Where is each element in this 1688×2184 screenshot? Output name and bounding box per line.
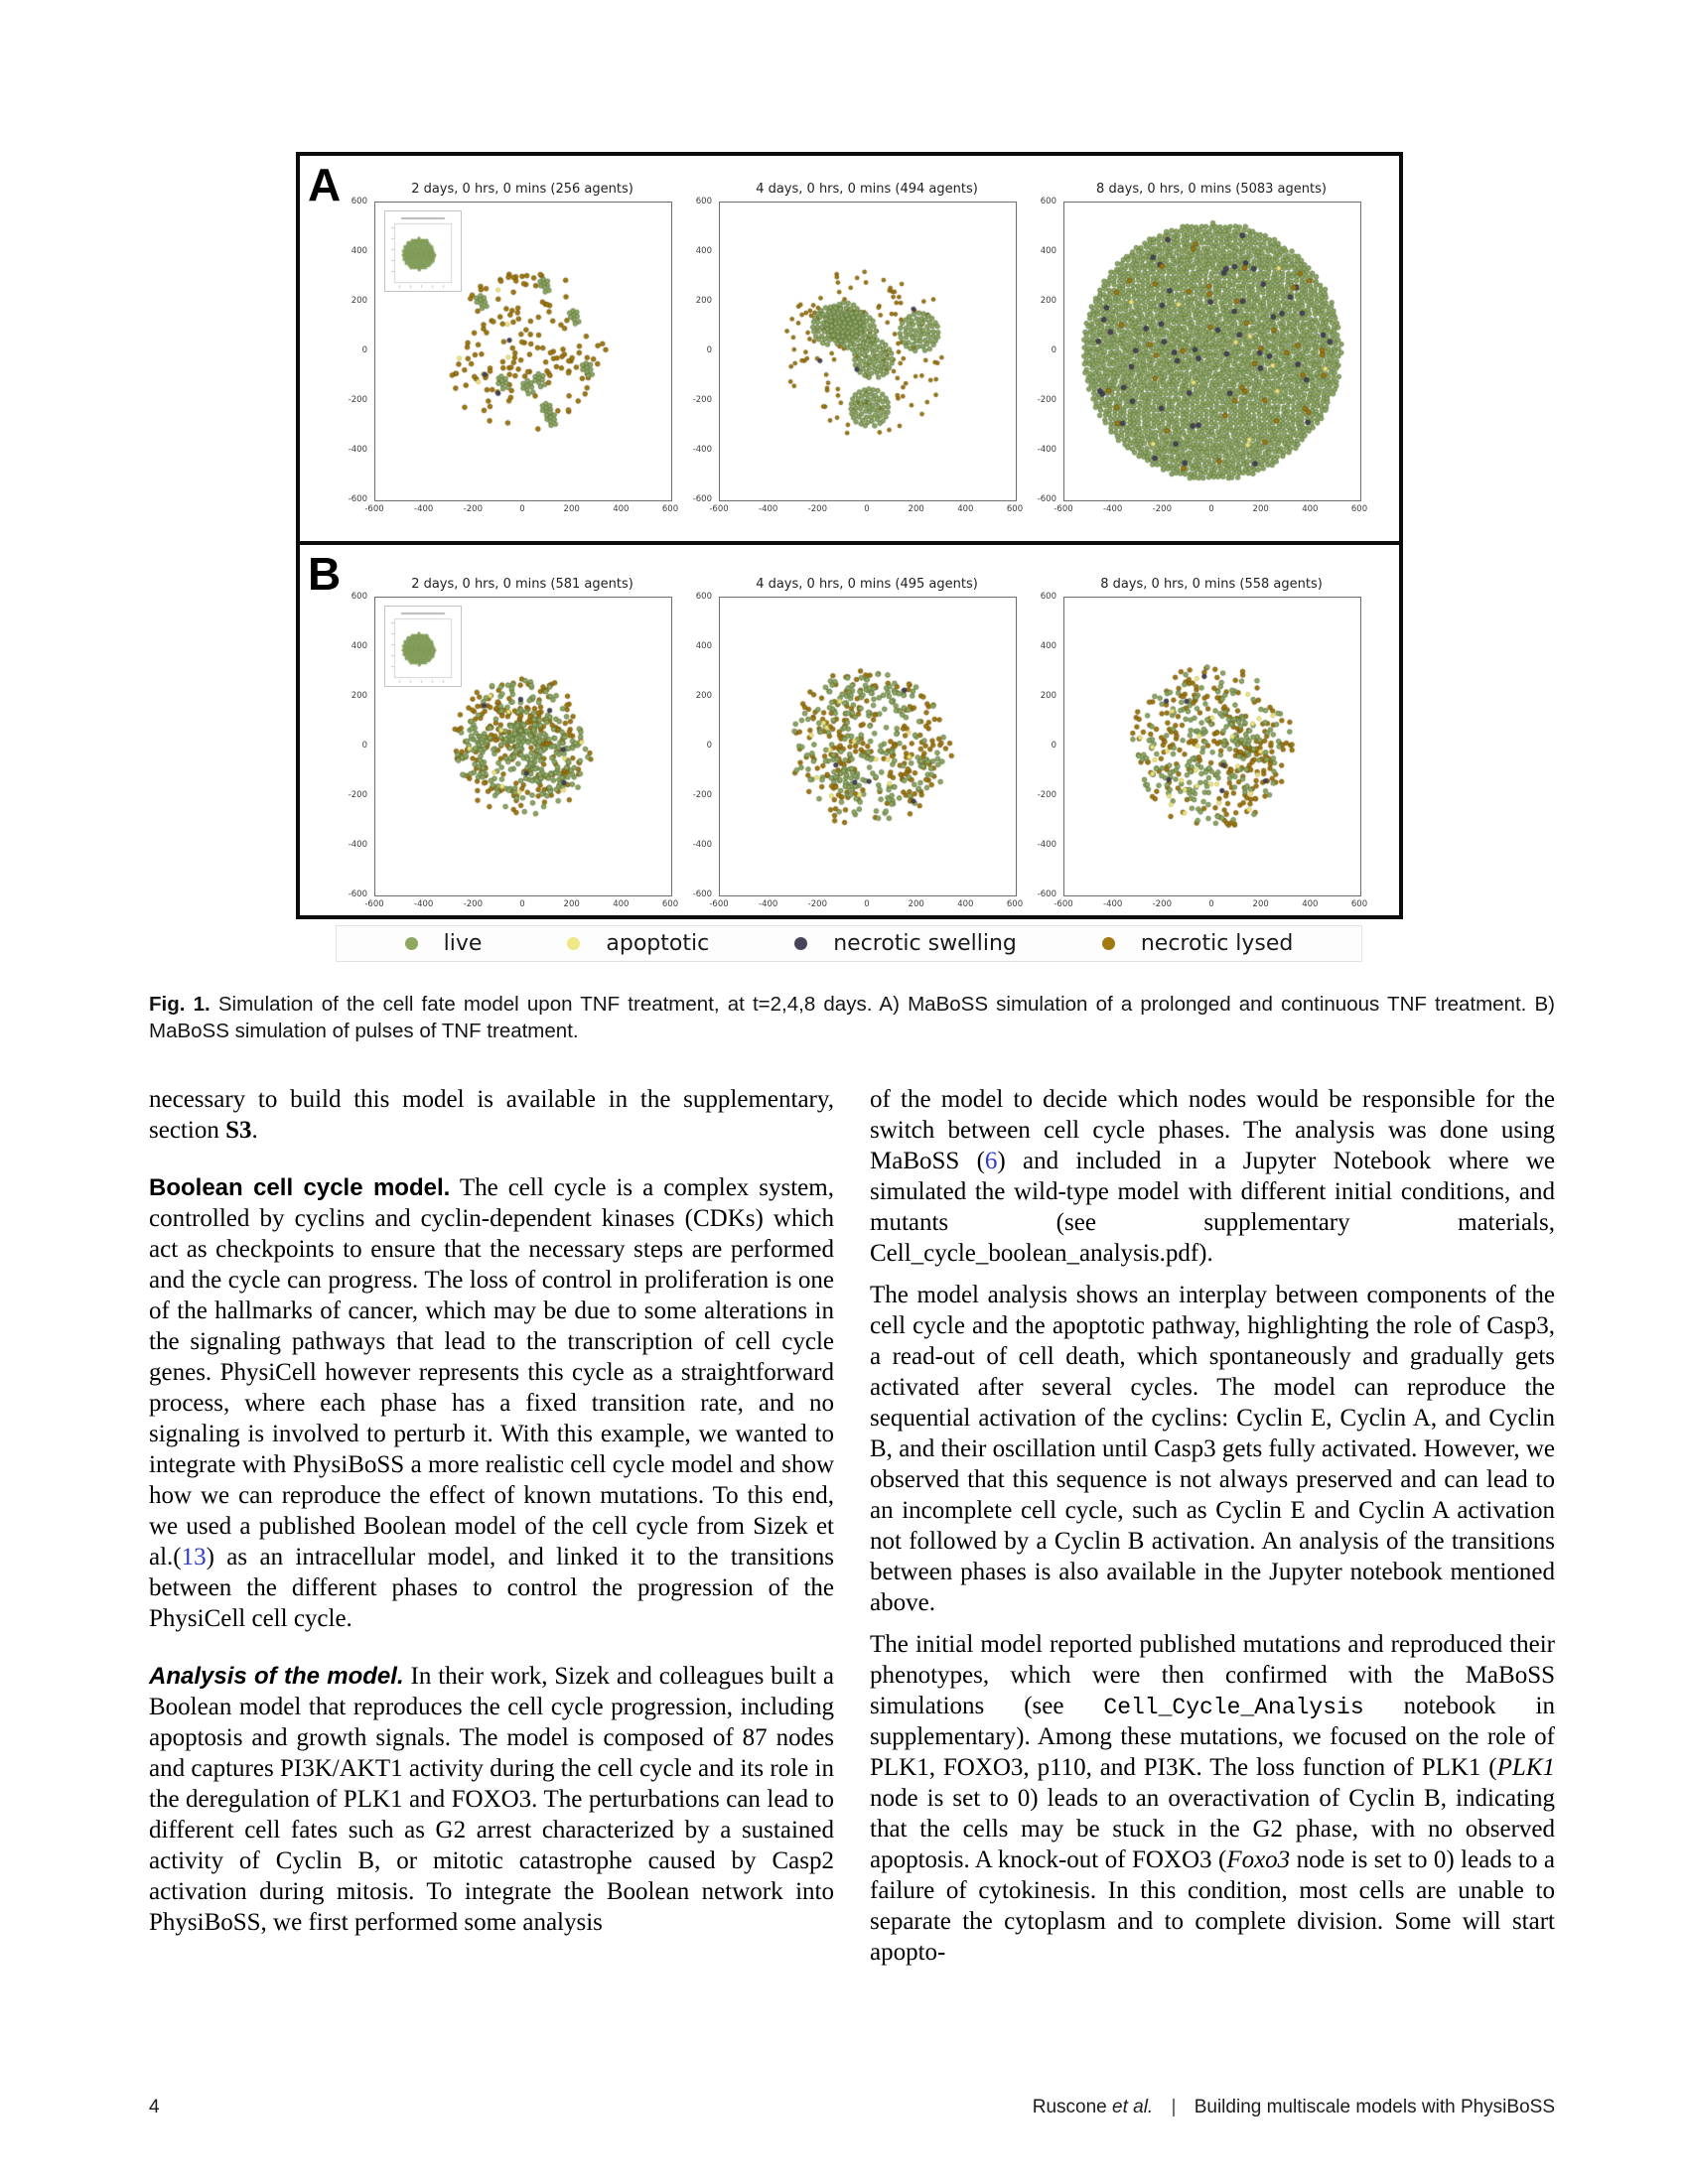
text-segment: necessary to build this model is available in the supplementary, section: [149, 1086, 834, 1144]
y-tick-label: 400: [351, 641, 367, 651]
y-tick-label: 400: [1040, 641, 1056, 651]
subplot-a2: [687, 182, 1024, 514]
x-tick-label: 0: [864, 899, 870, 909]
x-axis-ticks: [364, 501, 679, 515]
panel-a-subplots: [300, 156, 1399, 514]
subplot-a3: [1032, 182, 1368, 514]
legend-label-live: live: [443, 931, 483, 956]
subplot-b1-title: 2 days, 0 hrs, 0 mins (581 agents): [411, 577, 633, 592]
x-tick-label: -200: [807, 504, 827, 514]
y-tick-label: -400: [348, 445, 367, 455]
x-tick-label: -400: [414, 899, 434, 909]
x-tick-label: -600: [364, 504, 384, 514]
y-tick-label: -600: [348, 494, 367, 504]
subplot-a1-plot: [348, 197, 679, 514]
y-tick-label: -600: [1037, 889, 1056, 899]
x-tick-label: 200: [908, 899, 924, 909]
paragraph-boolean-cell-cycle-model: [149, 1172, 834, 1634]
x-tick-label: 0: [1208, 504, 1214, 514]
subplot-b3-title: 8 days, 0 hrs, 0 mins (558 agents): [1100, 577, 1323, 592]
y-tick-label: 200: [351, 296, 367, 306]
text-segment: In their work, Sizek and colleagues built a Boolean model that reproduces the cell cycle progression, including apoptosis and growth signals. The model is composed of 87 nodes and captures PI3K/AKT1 activity during the cell cycle and its role in the deregulation of PLK1 and FOXO3. The perturbations can lead to different cell fates such as G2 arrest characterized by a sustained activity of Cyclin B, or mitotic catastrophe caused by Casp2 activation during mitosis. To integrate the Boolean network into PhysiBoSS, we first performed some analysis: [149, 1663, 834, 1936]
citation-link[interactable]: 13: [181, 1544, 207, 1570]
x-tick-label: 400: [613, 899, 630, 909]
text-segment: node is set to 0) leads to an overactivation of Cyclin B, indicating that the cells may be stuck in the G2 phase, with no observed apoptosis. A knock-out of FOXO3 (: [870, 1785, 1555, 1873]
y-tick-label: 200: [695, 691, 712, 701]
citation-link[interactable]: 6: [984, 1148, 998, 1174]
y-tick-label: -400: [692, 840, 712, 850]
text-segment: Analysis of the model.: [149, 1663, 404, 1690]
y-tick-label: -200: [348, 395, 367, 405]
y-tick-label: -600: [692, 494, 712, 504]
y-tick-label: -200: [692, 790, 712, 800]
scatter-canvas-a3: [1063, 202, 1361, 501]
figure-panel-b: [300, 545, 1399, 915]
y-tick-label: 400: [351, 246, 367, 256]
subplot-b1: [343, 577, 679, 909]
x-tick-label: 200: [563, 899, 580, 909]
paragraph: [870, 1629, 1555, 1968]
subplot-b3: [1032, 577, 1368, 909]
subplot-b2: [687, 577, 1024, 909]
legend-label-necrotic-swelling: necrotic swelling: [833, 931, 1017, 956]
x-tick-label: -400: [759, 504, 778, 514]
x-tick-label: -200: [463, 899, 483, 909]
y-tick-label: -400: [1037, 840, 1056, 850]
x-tick-label: 400: [1302, 504, 1319, 514]
y-tick-label: 0: [706, 741, 712, 751]
subplot-b3-plot: [1037, 592, 1368, 909]
x-tick-label: -200: [1152, 899, 1172, 909]
footer-separator-icon: |: [1171, 2097, 1177, 2117]
text-segment: .: [251, 1117, 258, 1144]
footer-etal: et al.: [1112, 2097, 1154, 2117]
scatter-canvas-b3: [1063, 597, 1361, 896]
x-tick-label: 600: [1350, 504, 1368, 514]
x-tick-label: -400: [414, 504, 434, 514]
live-swatch-icon: [405, 937, 418, 950]
x-tick-label: 600: [1350, 899, 1368, 909]
x-tick-label: -200: [1152, 504, 1172, 514]
footer-journal-title: Building multiscale models with PhysiBoSS: [1194, 2097, 1555, 2117]
text-segment: Fig. 1.: [149, 993, 211, 1016]
apoptotic-swatch-icon: [567, 937, 580, 950]
legend-item-necrotic-lysed: [1102, 931, 1294, 956]
panel-b-subplots: [300, 545, 1399, 909]
legend-label-apoptotic: apoptotic: [606, 931, 710, 956]
x-tick-label: 0: [519, 899, 525, 909]
legend-label-necrotic-lysed: necrotic lysed: [1140, 931, 1294, 956]
y-tick-label: 400: [695, 641, 712, 651]
subplot-a2-title: 4 days, 0 hrs, 0 mins (494 agents): [756, 182, 978, 197]
y-axis-ticks: [1031, 592, 1059, 899]
x-axis-ticks: [1054, 501, 1368, 515]
text-segment: of the model to decide which nodes would be responsible for the switch between cell cycle phases. The analysis was done using MaBoSS (: [870, 1086, 1555, 1174]
x-axis-ticks: [1054, 896, 1368, 910]
paragraph: [870, 1084, 1555, 1269]
necrotic-swelling-swatch-icon: [794, 937, 807, 950]
panel-a-label: A: [308, 159, 342, 210]
text-segment: node is set to 0) leads to a failure of cytokinesis. In this condition, most cells are unable to separate the cytoplasm and to complete division. Some will start apopto-: [870, 1846, 1555, 1966]
text-segment: ) as an intracellular model, and linked it to the transitions between the different phases to control the progression of the PhysiCell cell cycle.: [149, 1544, 834, 1632]
x-tick-label: 0: [864, 504, 870, 514]
figure-1: [296, 152, 1403, 919]
x-tick-label: 600: [661, 504, 679, 514]
x-tick-label: 600: [1006, 899, 1024, 909]
x-tick-label: 600: [1006, 504, 1024, 514]
scatter-canvas-b2: [719, 597, 1017, 896]
x-tick-label: 0: [519, 504, 525, 514]
text-segment: Foxo3: [1226, 1846, 1291, 1873]
legend-item-apoptotic: [567, 931, 709, 956]
x-tick-label: 600: [661, 899, 679, 909]
y-tick-label: 200: [351, 691, 367, 701]
body-column-right: [870, 1084, 1555, 1979]
inset-plot: [384, 210, 462, 292]
paragraph: [149, 1084, 834, 1146]
y-tick-label: 0: [361, 741, 367, 751]
y-tick-label: 0: [1051, 345, 1056, 355]
y-tick-label: -600: [692, 889, 712, 899]
y-axis-ticks: [342, 197, 370, 504]
y-tick-label: 400: [1040, 246, 1056, 256]
y-tick-label: 200: [1040, 691, 1056, 701]
figure-caption: [149, 992, 1555, 1044]
y-tick-label: 0: [706, 345, 712, 355]
x-tick-label: -200: [463, 504, 483, 514]
x-tick-label: 0: [1208, 899, 1214, 909]
text-segment: Simulation of the cell fate model upon TNF treatment, at t=2,4,8 days. A) MaBoSS simulation of a prolonged and continuous TNF treatment. B) MaBoSS simulation of pulses of TNF treatment.: [149, 993, 1556, 1042]
text-segment: The initial model reported published mutations and reproduced their phenotypes, which were then confirmed with the MaBoSS simulations (see: [870, 1631, 1555, 1719]
y-tick-label: 600: [1040, 592, 1056, 602]
x-axis-ticks: [364, 896, 679, 910]
x-tick-label: 200: [1252, 899, 1269, 909]
x-axis-ticks: [709, 501, 1024, 515]
subplot-a1-title: 2 days, 0 hrs, 0 mins (256 agents): [411, 182, 633, 197]
subplot-b1-plot: [348, 592, 679, 909]
y-tick-label: 600: [695, 197, 712, 206]
legend-item-necrotic-swelling: [794, 931, 1017, 956]
y-tick-label: 600: [1040, 197, 1056, 206]
x-tick-label: 200: [908, 504, 924, 514]
subplot-a3-title: 8 days, 0 hrs, 0 mins (5083 agents): [1096, 182, 1327, 197]
figure-panel-a: [300, 156, 1399, 545]
x-tick-label: -600: [364, 899, 384, 909]
running-footer: [1033, 2097, 1555, 2118]
x-tick-label: -400: [1103, 504, 1123, 514]
inset-plot: [384, 606, 462, 687]
subplot-a1: [343, 182, 679, 514]
x-tick-label: -600: [1054, 504, 1073, 514]
y-tick-label: -200: [1037, 395, 1056, 405]
x-tick-label: -400: [759, 899, 778, 909]
scatter-canvas-a2: [719, 202, 1017, 501]
y-tick-label: 0: [1051, 741, 1056, 751]
x-tick-label: -200: [807, 899, 827, 909]
text-segment: Boolean cell cycle model.: [149, 1174, 451, 1201]
y-tick-label: 600: [351, 197, 367, 206]
text-segment: PLK1: [1496, 1754, 1555, 1781]
x-tick-label: -600: [709, 899, 729, 909]
paragraph: [870, 1280, 1555, 1618]
y-tick-label: 200: [1040, 296, 1056, 306]
figure-legend: [336, 925, 1362, 962]
x-tick-label: -400: [1103, 899, 1123, 909]
x-tick-label: 200: [563, 504, 580, 514]
y-tick-label: 200: [695, 296, 712, 306]
x-axis-ticks: [709, 896, 1024, 910]
panel-b-label: B: [308, 548, 342, 600]
subplot-b2-title: 4 days, 0 hrs, 0 mins (495 agents): [756, 577, 978, 592]
text-segment: S3: [225, 1117, 252, 1144]
page-number: 4: [149, 2097, 160, 2117]
necrotic-lysed-swatch-icon: [1102, 937, 1115, 950]
y-tick-label: -600: [348, 889, 367, 899]
x-tick-label: 400: [613, 504, 630, 514]
text-segment: Cell_Cycle_Analysis: [1103, 1695, 1364, 1720]
x-tick-label: 400: [1302, 899, 1319, 909]
y-axis-ticks: [686, 592, 715, 899]
subplot-b2-plot: [692, 592, 1024, 909]
y-tick-label: -200: [1037, 790, 1056, 800]
text-segment: notebook in supplementary). Among these mutations, we focused on the role of PLK1, FOXO3, p110, and PI3K. The loss function of PLK1 (: [870, 1693, 1555, 1781]
y-axis-ticks: [342, 592, 370, 899]
y-tick-label: 600: [695, 592, 712, 602]
y-tick-label: -600: [1037, 494, 1056, 504]
x-tick-label: 400: [957, 504, 974, 514]
x-tick-label: -600: [709, 504, 729, 514]
y-tick-label: 400: [695, 246, 712, 256]
text-segment: The cell cycle is a complex system, controlled by cyclins and cyclin-dependent kinases (CDKs) which act as checkpoints to ensure that the necessary steps are performed and the cycle can progress. The loss of control in proliferation is one of the hallmarks of cancer, which may be due to some alterations in the signaling pathways that lead to the transcription of cell cycle genes. PhysiCell however represents this cycle as a straightforward process, where each phase has a fixed transition rate, and no signaling is involved to perturb it. With this example, we wanted to integrate with PhysiBoSS a more realistic cell cycle model and show how we can reproduce the effect of known mutations. To this end, we used a published Boolean model of the cell cycle from Sizek et al.(: [149, 1174, 834, 1570]
text-segment: ) and included in a Jupyter Notebook where we simulated the wild-type model with different initial conditions, and mutants (see supplementary materials, Cell_cycle_boolean_analysis.pdf).: [870, 1148, 1555, 1267]
text-segment: The model analysis shows an interplay between components of the cell cycle and the apoptotic pathway, highlighting the role of Casp3, a read-out of cell death, which spontaneously and gradually gets activated after several cycles. The model can reproduce the sequential activation of the cyclins: Cyclin E, Cyclin A, and Cyclin B, and their oscillation until Casp3 gets fully activated. However, we observed that this sequence is not always preserved and can lead to an incomplete cell cycle, such as Cyclin E and Cyclin A activation not followed by a Cyclin B activation. An analysis of the transitions between phases is also available in the Jupyter notebook mentioned above.: [870, 1282, 1555, 1616]
subplot-a3-plot: [1037, 197, 1368, 514]
x-tick-label: -600: [1054, 899, 1073, 909]
legend-item-live: [405, 931, 483, 956]
y-tick-label: -400: [348, 840, 367, 850]
page-footer: [149, 2097, 1555, 2118]
body-column-left: [149, 1084, 834, 1949]
y-tick-label: -200: [348, 790, 367, 800]
y-tick-label: 600: [351, 592, 367, 602]
y-tick-label: -400: [1037, 445, 1056, 455]
y-tick-label: -200: [692, 395, 712, 405]
y-tick-label: 0: [361, 345, 367, 355]
x-tick-label: 200: [1252, 504, 1269, 514]
paragraph-analysis-of-the-model: [149, 1661, 834, 1938]
y-axis-ticks: [686, 197, 715, 504]
subplot-a2-plot: [692, 197, 1024, 514]
footer-authors: Ruscone: [1032, 2097, 1113, 2117]
y-axis-ticks: [1031, 197, 1059, 504]
y-tick-label: -400: [692, 445, 712, 455]
x-tick-label: 400: [957, 899, 974, 909]
